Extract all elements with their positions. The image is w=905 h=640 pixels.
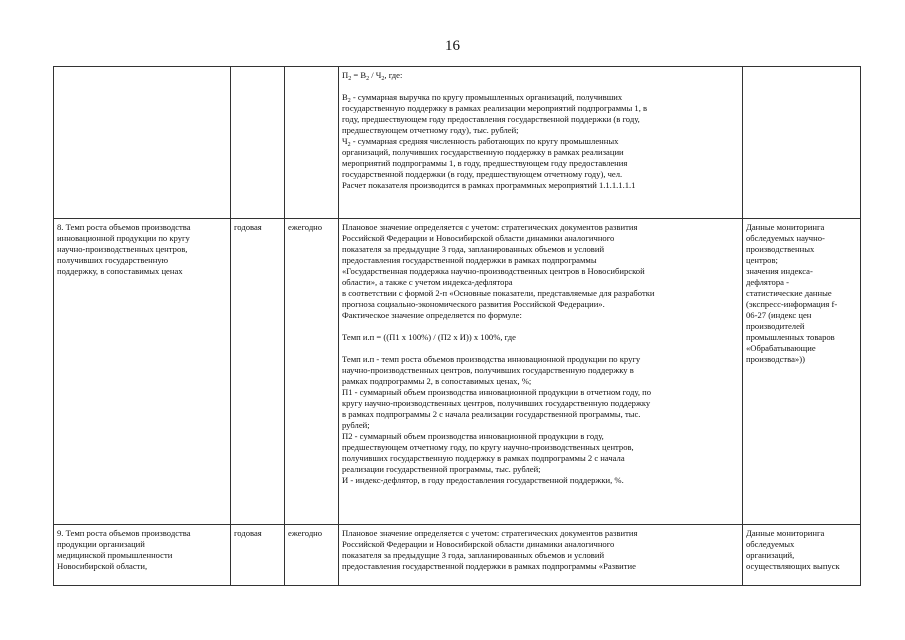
indicator-cell — [54, 67, 231, 219]
text-line: показателя за предыдущие 3 года, запланированных объемов и условий — [342, 550, 605, 560]
source-text — [746, 222, 857, 365]
method-cell — [339, 219, 743, 525]
method-text — [342, 528, 739, 572]
text-line: осуществляющих выпуск — [746, 561, 840, 571]
text-line: (экспресс-информация f- — [746, 299, 838, 309]
text-line: медицинской промышленности — [57, 550, 173, 560]
unit-value: годовая — [234, 222, 262, 232]
text-line: поддержку, в сопоставимых ценах — [57, 266, 183, 276]
indicator-name — [57, 528, 227, 572]
text-line: «Государственная поддержка научно-производственных центров в Новосибирской — [342, 266, 645, 276]
text-line: рамках подпрограммы 2, в сопоставимых ценах, %; — [342, 376, 532, 386]
text-line: П2 - суммарный объем производства инновационной продукции в году, — [342, 431, 604, 441]
unit-cell — [231, 525, 285, 586]
text-line: «Обрабатывающие — [746, 343, 816, 353]
text-line: году, предшествующем году предоставления государственной поддержки (в году, — [342, 114, 640, 124]
text-line: кругу научно-производственных центров, получивших государственную поддержку — [342, 398, 651, 408]
text-line: Российской Федерации и Новосибирской области динамики аналогичного — [342, 539, 615, 549]
method-text-a — [342, 222, 739, 321]
text-line: инновационной продукции по кругу — [57, 233, 190, 243]
text-line: показателя за предыдущие 3 года, запланированных объемов и условий — [342, 244, 605, 254]
text-line: производителей — [746, 321, 805, 331]
text-line: получивших государственную поддержку в рамках подпрограммы 2 с начала — [342, 453, 625, 463]
method-cell — [339, 67, 743, 219]
source-cell — [743, 67, 861, 219]
text-line: предоставления государственной поддержки в рамках подпрограммы — [342, 255, 597, 265]
page-number: 16 — [445, 38, 460, 54]
text-line: предшествующем отчетному году), тыс. рублей; — [342, 125, 519, 135]
text-line: рублей; — [342, 420, 370, 430]
formula-p2: $П_2 = В_2 / Ч_2$, где: — [342, 70, 403, 82]
v2-definition: $В_2$ - суммарная выручка по кругу промышленных организаций, получивших — [342, 92, 623, 104]
indicator-cell — [54, 219, 231, 525]
text-line: обследуемых — [746, 539, 795, 549]
text-line: государственную поддержку в рамках реализации мероприятий подпрограммы 1, в — [342, 103, 648, 113]
text-line: центров; — [746, 255, 778, 265]
text-line: П1 - суммарный объем производства инновационной продукции в отчетном году, по — [342, 387, 652, 397]
text-line: Расчет показателя производится в рамках программных мероприятий 1.1.1.1.1.1 — [342, 180, 636, 190]
text-line: предоставления государственной поддержки в рамках подпрограммы «Развитие — [342, 561, 636, 571]
frequency-cell — [285, 525, 339, 586]
text-line: получивших государственную — [57, 255, 169, 265]
text-line: в соответствии с формой 2-п «Основные показатели, представляемые для разработки — [342, 288, 655, 298]
unit-cell — [231, 67, 285, 219]
unit-cell — [231, 219, 285, 525]
text-line: И - индекс-дефлятор, в году предоставления государственной поддержки, %. — [342, 475, 624, 485]
text-line: предшествующем отчетному году, по кругу научно-производственных центров, — [342, 442, 634, 452]
text-line: научно-производственных центров, получивших государственную поддержку в — [342, 365, 634, 375]
text-line: области», а также с учетом индекса-дефлятора — [342, 277, 513, 287]
text-line: 9. Темп роста объемов производства — [57, 528, 191, 538]
indicator-cell — [54, 525, 231, 586]
table-row — [54, 219, 861, 525]
text-line: в рамках подпрограммы 2 с начала реализации государственной программы, тыс. — [342, 409, 641, 419]
source-cell — [743, 525, 861, 586]
text-line: Российской Федерации и Новосибирской области динамики аналогичного — [342, 233, 615, 243]
frequency-cell — [285, 219, 339, 525]
text-line: 06-27 (индекс цен — [746, 310, 812, 320]
text-line: Новосибирской области, — [57, 561, 148, 571]
text-line: мероприятий подпрограммы 1, в году, предшествующем году предоставления — [342, 158, 628, 168]
text-line: государственной поддержки (в году, предшествующем отчетному году), чел. — [342, 169, 623, 179]
text-line: производства»)) — [746, 354, 805, 364]
frequency-value: ежегодно — [288, 222, 323, 232]
text-line: реализации государственной программы, тыс. рублей; — [342, 464, 541, 474]
unit-value: годовая — [234, 528, 262, 538]
text-line: промышленных товаров — [746, 332, 835, 342]
text-line: Плановое значение определяется с учетом: стратегических документов развития — [342, 528, 638, 538]
method-text-b — [342, 354, 739, 486]
text-line: организаций, — [746, 550, 795, 560]
ch2-lines — [342, 147, 739, 191]
text-line: Фактическое значение определяется по формуле: — [342, 310, 522, 320]
table-row — [54, 525, 861, 586]
source-cell — [743, 219, 861, 525]
indicators-table — [53, 66, 861, 586]
frequency-cell — [285, 67, 339, 219]
text-line: прогноза социально-экономического развития Российской Федерации». — [342, 299, 605, 309]
text-line: продукции организаций — [57, 539, 145, 549]
text-line: 8. Темп роста объемов производства — [57, 222, 191, 232]
frequency-value: ежегодно — [288, 528, 323, 538]
text-line: организаций, получивших государственную поддержку в рамках реализации — [342, 147, 624, 157]
text-line: производственных — [746, 244, 815, 254]
text-line: Данные мониторинга — [746, 222, 825, 232]
text-line: научно-производственных центров, — [57, 244, 188, 254]
text-line: Данные мониторинга — [746, 528, 825, 538]
method-cell — [339, 525, 743, 586]
text-line: обследуемых научно- — [746, 233, 825, 243]
text-line: Темп и.п - темп роста объемов производства инновационной продукции по кругу — [342, 354, 641, 364]
indicator-name — [57, 222, 227, 277]
text-line: статистические данные — [746, 288, 832, 298]
source-text — [746, 528, 857, 572]
text-line: значения индекса- — [746, 266, 813, 276]
v2-lines — [342, 103, 739, 136]
text-line: дефлятора - — [746, 277, 789, 287]
table-row — [54, 67, 861, 219]
text-line: Плановое значение определяется с учетом: стратегических документов развития — [342, 222, 638, 232]
ch2-definition: $Ч_2$ - суммарная средняя численность работающих по кругу промышленных — [342, 136, 619, 148]
method-formula: Темп и.п = ((П1 х 100%) / (П2 х И)) х 100%, где — [342, 332, 516, 342]
